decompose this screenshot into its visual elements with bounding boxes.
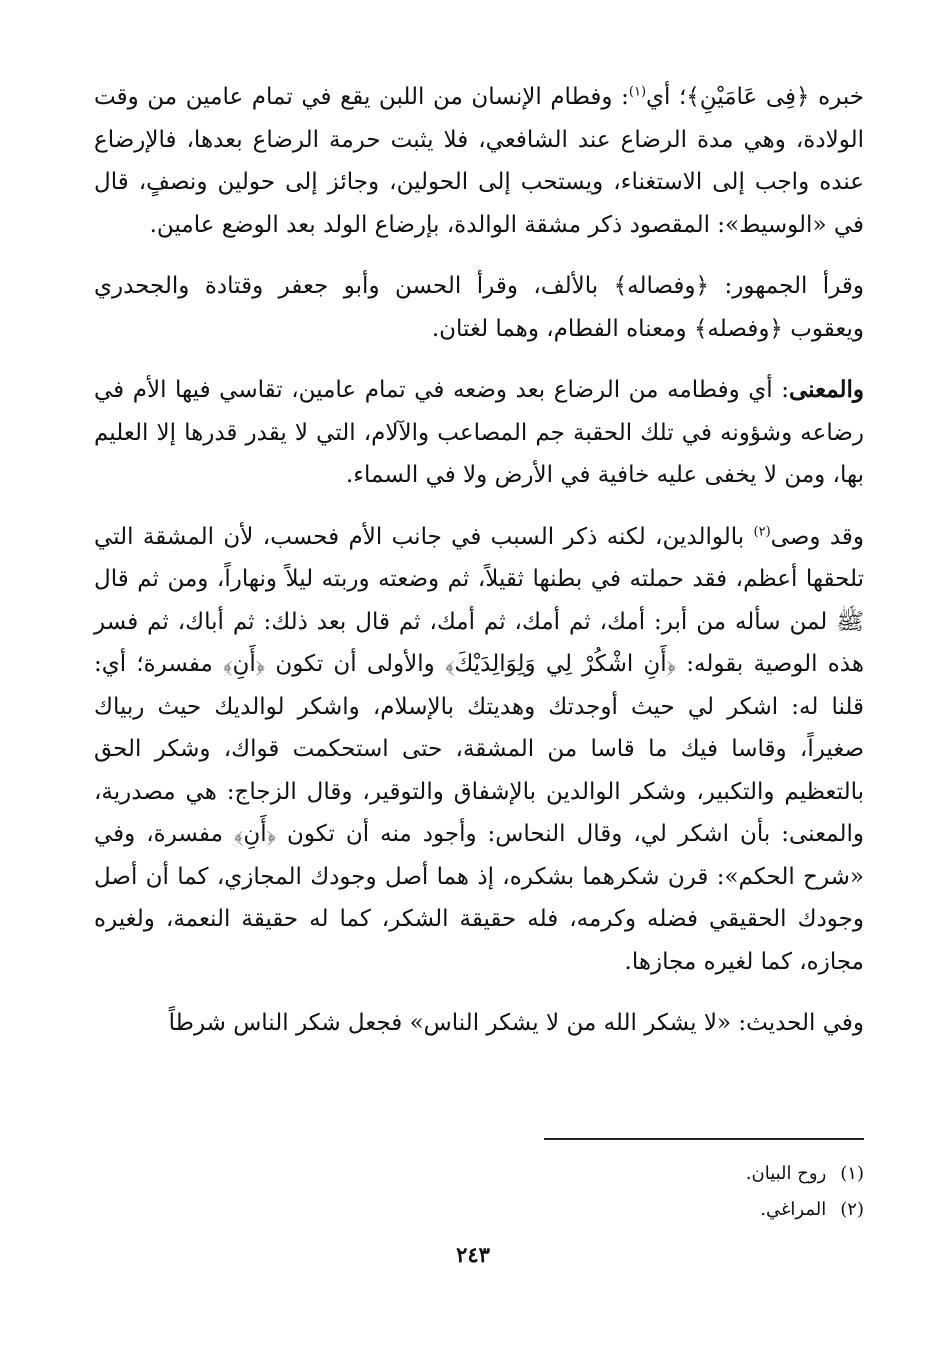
paragraph-4 [94,516,864,984]
paragraph-3-text: : أي وفطامه من الرضاع بعد وضعه في تمام عامين، تقاسي فيها الأم في رضاعه وشؤونه في تلك الحقبة جم المصاعب والآلام، التي لا يقدر قدرها إلا العليم بها، ومن لا يخفى عليه خافية في الأرض ولا في السماء. [94,377,864,488]
paragraph-5 [94,1002,864,1045]
paragraph-1-text-b: : وفطام الإنسان من اللبن يقع في تمام عامين من وقت الولادة، وهي مدة الرضاع عند الشافعي، فلا يثبت حرمة الرضاع بعدها، فالإرضاع عنده واجب إلى الاستغناء، ويستحب إلى الحولين، وجائز إلى حولين ونصفٍ، قال في «الوسيط»: المقصود ذكر مشقة الوالدة، بإرضاع الولد بعد الوضع عامين. [94,84,864,238]
paragraph-4-text-b: بالوالدين، لكنه ذكر السبب في جانب الأم فحسب، لأن المشقة التي تلحقها أعظم، فقد حملته في بطنها ثقيلاً، ثم وضعته وربته ليلاً ونهاراً، ومن ثم قال ﷺ لمن سأله من أبر: أمك، ثم أمك، ثم أمك، ثم قال بعد ذلك: ثم أباك، ثم فسر هذه الوصية بقوله: ﴿أَنِ اشْكُرْ لِي وَلِوَالِدَيْكَ﴾ والأولى أن تكون ﴿أَنِ﴾ مفسرة؛ أي: قلنا له: اشكر لي حيث أوجدتك وهديتك بالإسلام، واشكر لوالديك حيث ربياك صغيراً، وقاسا فيك ما قاسا من المشقة، حتى استحكمت قواك، وشكر الحق بالتعظيم والتكبير، وشكر الوالدين بالإشفاق والتوقير، وقال الزجاج: هي مصدرية، والمعنى: بأن اشكر لي، وقال النحاس: وأجود منه أن تكون ﴿أَنِ﴾ مفسرة، وفي «شرح الحكم»: قرن شكرهما بشكره، إذ هما أصل وجودك المجازي، كما أن أصل وجودك الحقيقي فضله وكرمه، فله حقيقة الشكر، كما له حقيقة النعمة، ولغيره مجازه، كما لغيره مجازها. [94,523,864,975]
footnote-1 [94,1156,864,1192]
paragraph-1 [94,76,864,246]
footnote-divider [544,1138,864,1140]
footnote-1-number: (١) [840,1163,864,1184]
footnote-2-text: المراغي. [760,1199,827,1220]
page-number: ٢٤٣ [456,1242,490,1267]
footnotes [94,1156,864,1228]
paragraph-2-text: وقرأ الجمهور: ﴿وفصاله﴾ بالألف، وقرأ الحسن وأبو جعفر وقتادة والجحدري ويعقوب ﴿وفصله﴾ ومعناه الفطام، وهما لغتان. [94,273,864,342]
footnote-2-number: (٢) [840,1199,864,1220]
footnote-ref-2: (٢) [753,523,771,539]
footnote-ref-1: (١) [628,84,647,100]
footnote-2 [94,1192,864,1228]
paragraph-5-text: وفي الحديث: «لا يشكر الله من لا يشكر الناس» فجعل شكر الناس شرطاً [168,1010,864,1036]
footnote-1-text: روح البيان. [745,1163,827,1184]
paragraph-2 [94,265,864,350]
paragraph-3 [94,369,864,497]
main-text [94,76,864,1061]
paragraph-3-heading: والمعنى [788,376,864,403]
paragraph-4-text-a: وقد وصى [770,523,865,550]
paragraph-1-text-a: خبره ﴿فِى عَامَيْنِ﴾؛ أي [646,84,865,110]
